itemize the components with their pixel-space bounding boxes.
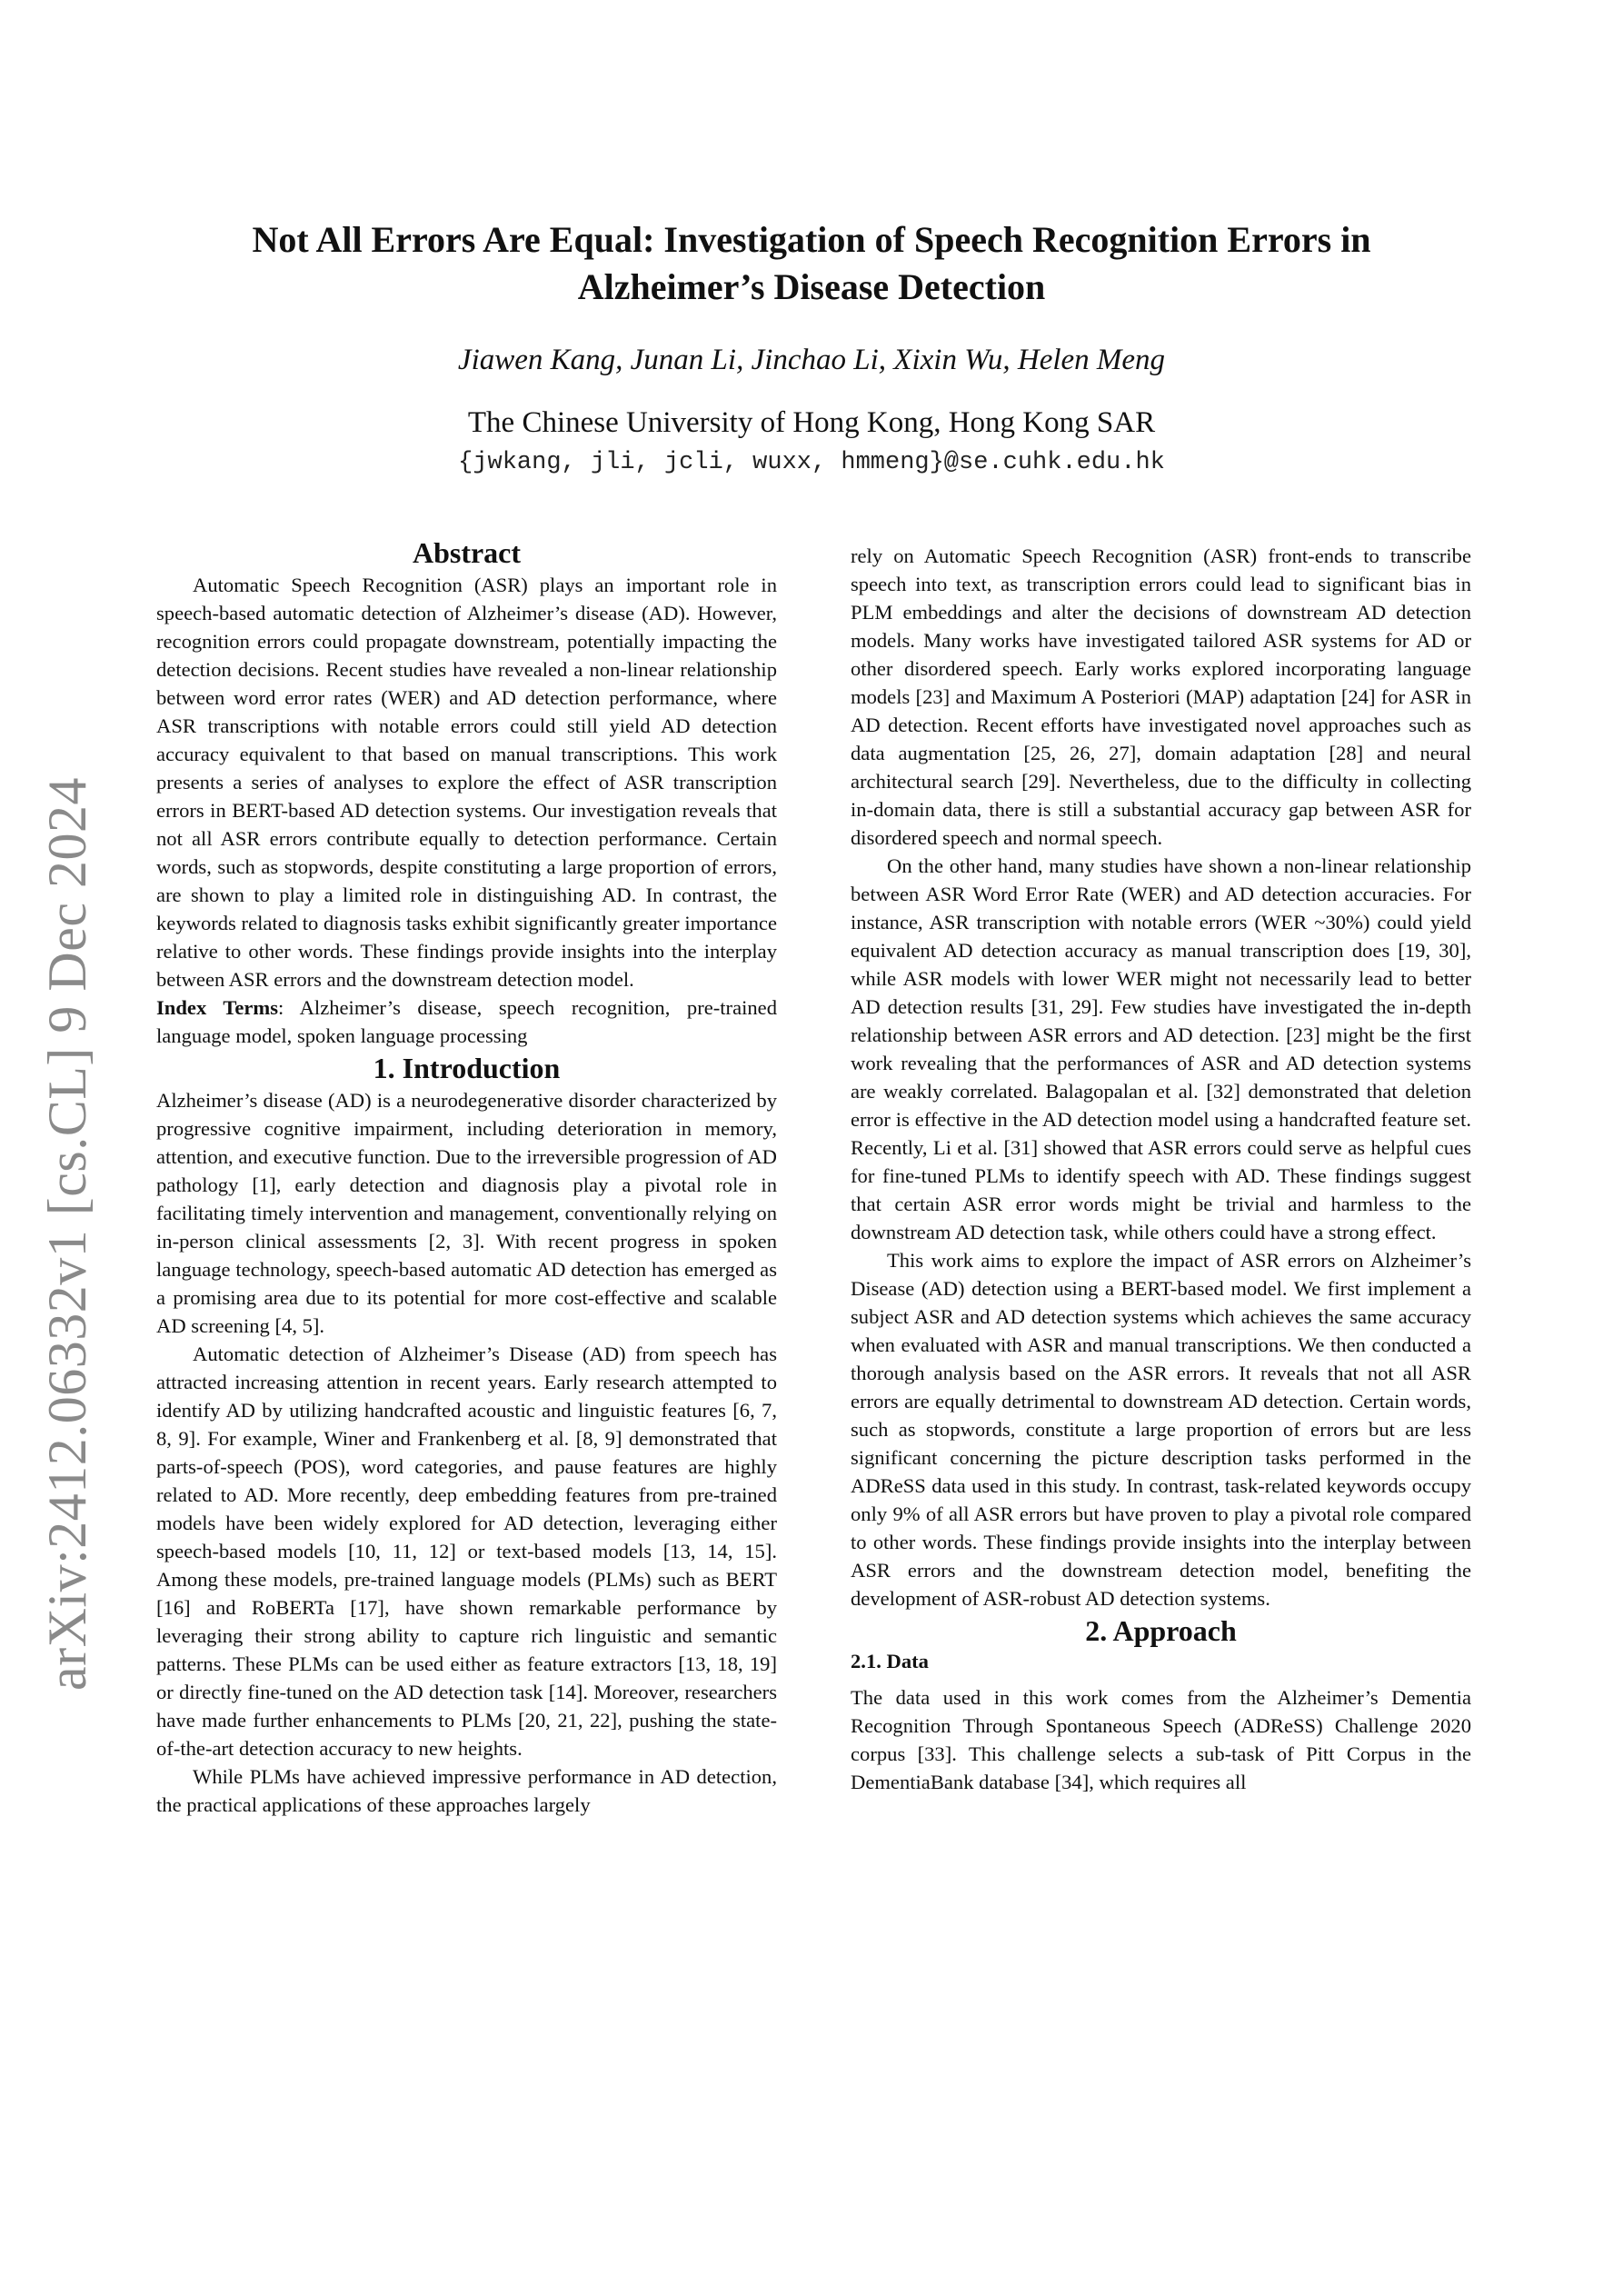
paper-title: Not All Errors Are Equal: Investigation of Speech Recognition Errors in Alzheimer’s Disease Detection: [252, 219, 1371, 307]
intro-paragraph-1: Alzheimer’s disease (AD) is a neurodegenerative disorder characterized by progressive cognitive impairment, including deterioration in memory, attention, and executive function. Due to the irreversible progression of AD pathology [1], early detection and diagnosis play a pivotal role in facilitating timely intervention and management, conventionally relying on in-person clinical assessments [2, 3]. With recent progress in spoken language technology, speech-based automatic AD detection has emerged as a promising area due to its potential for more cost-effective and scalable AD screening [4, 5].: [156, 1089, 777, 1337]
introduction-heading: 1. Introduction: [373, 1052, 561, 1084]
abstract-heading: Abstract: [412, 536, 522, 569]
intro-paragraph-2: Automatic detection of Alzheimer’s Disease (AD) from speech has attracted increasing attention in recent years. Early research attempted to identify AD by utilizing handcrafted acoustic and linguistic features [6, 7, 8, 9]. For example, Winer and Frankenberg et al. [8, 9] demonstrated that parts-of-speech (POS), word categories, and pause features are highly related to AD. More recently, deep embedding features from pre-trained models have been widely explored for AD detection, leveraging either speech-based models [10, 11, 12] or text-based models [13, 14, 15]. Among these models, pre-trained language models (PLMs) such as BERT [16] and RoBERTa [17], have shown remarkable performance by leveraging their strong ability to capture rich linguistic and semantic patterns. These PLMs can be used either as feature extractors [13, 18, 19] or directly fine-tuned on the AD detection task [14]. Moreover, researchers have made further enhancements to PLMs [20, 21, 22], pushing the state-of-the-art detection accuracy to new heights.: [156, 1343, 777, 1760]
paper-header: [0, 216, 1623, 476]
intro-paragraph-3-continued: rely on Automatic Speech Recognition (ASR) front-ends to transcribe speech into text, as transcription errors could lead to significant bias in PLM embeddings and alter the decisions of downstream AD detection models. Many works have investigated tailored ASR systems for AD or other disordered speech. Early works explored incorporating language models [23] and Maximum A Posteriori (MAP) adaptation [24] for ASR in AD detection. Recent efforts have investigated novel approaches such as data augmentation [25, 26, 27], domain adaptation [28] and neural architectural search [29]. Nevertheless, due to the difficulty in collecting in-domain data, there is still a substantial accuracy gap between ASR for disordered speech and normal speech.: [851, 544, 1471, 849]
abstract-text: Automatic Speech Recognition (ASR) plays an important role in speech-based automatic detection of Alzheimer’s disease (AD). However, recognition errors could propagate downstream, potentially impacting the detection decisions. Recent studies have revealed a non-linear relationship between word error rates (WER) and AD detection performance, where ASR transcriptions with notable errors could still yield AD detection accuracy equivalent to that based on manual transcriptions. This work presents a series of analyses to explore the effect of ASR transcription errors in BERT-based AD detection systems. Our investigation reveals that not all ASR errors contribute equally to detection performance. Certain words, such as stopwords, despite constituting a large proportion of errors, are shown to play a limited role in distinguishing AD. In contrast, the keywords related to diagnosis tasks exhibit significantly greater importance relative to other words. These findings provide insights into the interplay between ASR errors and the downstream detection model.: [156, 574, 777, 991]
index-terms-label: Index Terms: [156, 996, 279, 1019]
intro-paragraph-4: On the other hand, many studies have shown a non-linear relationship between ASR Word Error Rate (WER) and AD detection accuracies. For instance, ASR transcription with notable errors (WER ~30%) could yield equivalent AD detection accuracy as manual transcription does [19, 30], while ASR models with lower WER might not necessarily lead to better AD detection results [31, 29]. Few studies have investigated the in-depth relationship between ASR errors and AD detection. [23] might be the first work revealing that the performances of ASR and AD detection systems are weakly correlated. Balagopalan et al. [32] demonstrated that deletion error is effective in the AD detection model using a handcrafted feature set. Recently, Li et al. [31] showed that ASR errors could serve as helpful cues for fine-tuned PLMs to identify speech with AD. These findings suggest that certain ASR error words might be trivial and harmless to the downstream AD detection task, while others could have a strong effect.: [851, 854, 1471, 1243]
index-terms-text: : Alzheimer’s disease, speech recognition, pre-trained language model, spoken language processing: [156, 996, 778, 1047]
intro-paragraph-5: This work aims to explore the impact of ASR errors on Alzheimer’s Disease (AD) detection using a BERT-based model. We first implement a subject ASR and AD detection systems which achieves the same accuracy when evaluated with ASR and manual transcriptions. We then conducted a thorough analysis based on the ASR errors. It reveals that not all ASR errors are equally detrimental to downstream AD detection. Certain words, such as stopwords, constitute a large proportion of errors but are less significant concerning the picture description tasks performed in the ADReSS data used in this study. In contrast, task-related keywords occupy only 9% of all ASR errors but have proven to play a pivotal role compared to other words. These findings provide insights into the interplay between ASR errors and the downstream detection model, benefiting the development of ASR-robust AD detection systems.: [851, 1249, 1471, 1610]
author-list: Jiawen Kang, Junan Li, Jinchao Li, Xixin Wu, Helen Meng: [457, 344, 1166, 376]
left-column: [156, 534, 777, 1819]
index-terms: [156, 993, 777, 1050]
author-emails: {jwkang, jli, jcli, wuxx, hmmeng}@se.cuhk.edu.hk: [458, 449, 1165, 476]
approach-heading: 2. Approach: [1085, 1614, 1237, 1647]
data-paragraph: The data used in this work comes from the Alzheimer’s Dementia Recognition Through Spontaneous Speech (ADReSS) Challenge 2020 corpus [33]. This challenge selects a sub-task of Pitt Corpus in the DementiaBank database [34], which requires all: [851, 1686, 1471, 1793]
affiliation: The Chinese University of Hong Kong, Hong Kong SAR: [467, 406, 1156, 439]
intro-paragraph-3-start: While PLMs have achieved impressive performance in AD detection, the practical applications of these approaches largely: [156, 1765, 777, 1816]
data-subheading: 2.1. Data: [851, 1650, 929, 1672]
arxiv-identifier: arXiv:2412.06332v1 [cs.CL] 9 Dec 2024: [37, 777, 97, 1691]
right-column: [851, 542, 1471, 1796]
